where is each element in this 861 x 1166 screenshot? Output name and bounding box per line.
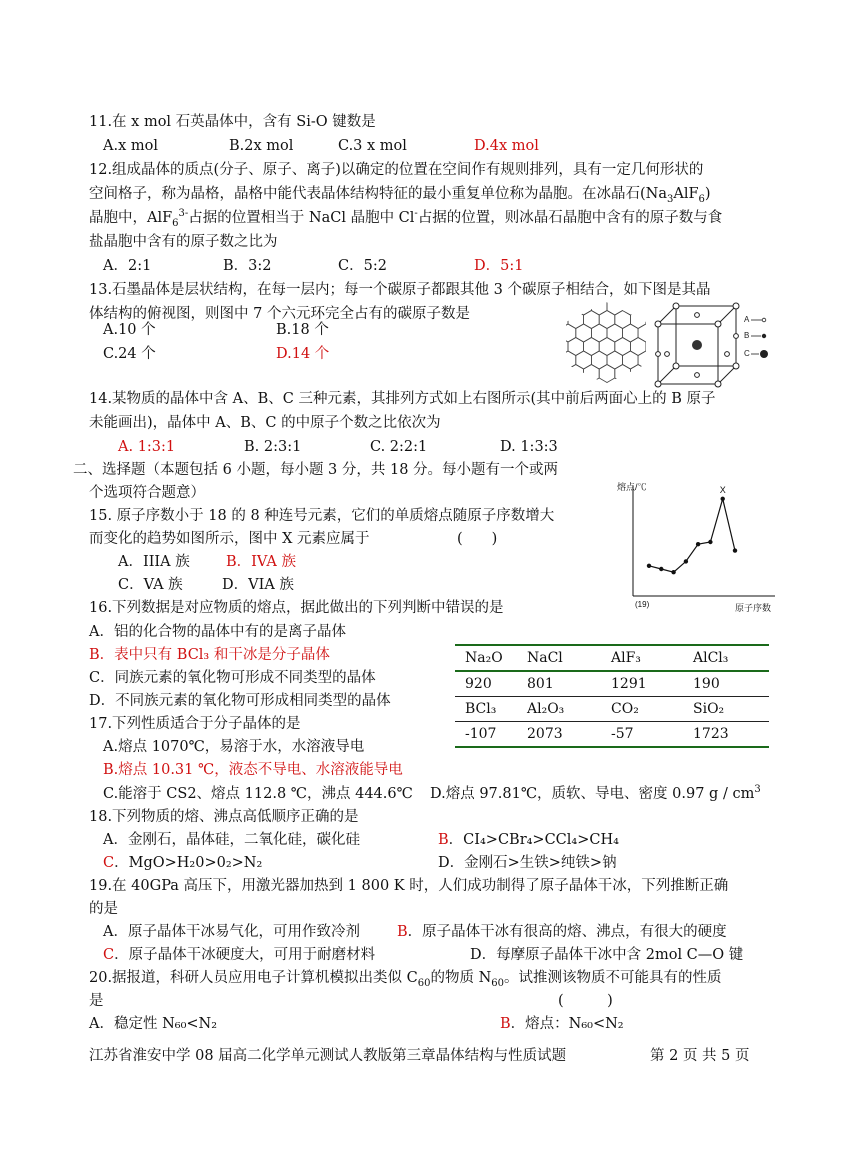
q15-option-d[interactable]: D．VIA 族 [222,577,294,593]
q20-bracket: ( ) [558,993,613,1009]
q12-line1: 12.组成晶体的质点(分子、原子、离子)以确定的位置在空间作有规则排列，具有一定几何形状的 [89,162,704,178]
q15-option-a[interactable]: A．IIIA 族 [118,554,190,570]
chart-point [659,567,663,571]
legend-c: C [744,349,750,358]
section2-line2: 个选项符合题意） [89,485,205,501]
q15-bracket: ( ) [457,531,498,547]
q13-option-c[interactable]: C.24 个 [103,346,156,362]
chart-point [647,564,651,568]
q19-option-d[interactable]: D．每摩原子晶体干冰中含 2mol C—O 键 [470,947,744,963]
q18-option-c[interactable] [103,853,262,873]
q14-option-b[interactable]: B. 2:3:1 [244,439,302,455]
q20-option-a[interactable]: A．稳定性 N₆₀<N₂ [89,1016,218,1032]
q12-line2-paren: ) [704,186,711,202]
q18-option-a[interactable]: A．金刚石，晶体硅，二氧化硅，碳化硅 [103,832,360,848]
q13-option-b[interactable]: B.18 个 [276,322,329,338]
table-cell: NaCl [517,645,601,671]
q15-option-c[interactable]: C．VA 族 [118,577,183,593]
q17-option-d[interactable] [430,784,761,804]
table-cell: 190 [683,671,769,697]
legend-a: A [744,315,750,324]
table-cell: -107 [455,722,517,748]
table-cell: AlCl₃ [683,645,769,671]
q20-line1-sub2: 60 [491,977,505,989]
q15-option-b[interactable]: B．IVA 族 [226,554,296,570]
q12-option-c[interactable]: C．5:2 [338,258,387,274]
hexagon-ring [560,338,568,356]
melting-point-table [455,644,769,748]
chart-ylabel: 熔点/℃ [617,482,647,492]
q18-option-c-text: ．MgO>H₂0>0₂>N₂ [114,855,263,871]
q19-option-b-text: ．原子晶体干冰有很高的熔、沸点，有很大的硬度 [407,924,727,940]
chart-point [684,559,688,563]
q14-option-d[interactable]: D. 1:3:3 [500,439,558,455]
q19-line2: 的是 [89,901,118,917]
table-cell: AlF₃ [601,645,683,671]
table-cell: 1723 [683,722,769,748]
q15-line1: 15. 原子序数小于 18 的 8 种连号元素，它们的单质熔点随原子序数增大 [89,508,555,524]
q12-line2-alf: AlF [673,186,699,202]
table-row [455,645,769,671]
q12-line3-b: 占据的位置相当于 NaCl 晶胞中 Cl [188,210,415,226]
chart-point [671,570,675,574]
hexagon-ring [638,324,652,342]
table-cell: SiO₂ [683,697,769,722]
crystal-cube-figure [652,300,772,392]
q13-option-a[interactable]: A.10 个 [103,322,156,338]
q13-line2: 体结构的俯视图，则图中 7 个六元环完全占有的碳原子数是 [89,306,470,322]
q16-option-d[interactable]: D．不同族元素的氧化物可形成相同类型的晶体 [89,693,391,709]
table-row [455,722,769,748]
q16-option-c[interactable]: C．同族元素的氧化物可形成不同类型的晶体 [89,670,376,686]
q12-sub3: 3 [667,193,674,205]
q19-line1: 19.在 40GPa 高压下，用激光器加热到 1 800 K 时，人们成功制得了原子晶体干冰，下列推断正确 [89,878,729,894]
table-cell: 2073 [517,722,601,748]
q11-option-b[interactable]: B.2x mol [229,138,294,154]
hexagon-ring [638,351,652,369]
q19-option-c-text: ．原子晶体干冰硬度大，可用于耐磨材料 [114,947,376,963]
q12-line2-text: 空间格子，称为晶格，晶格中能代表晶体结构特征的最小重复单位称为晶胞。在冰晶石(Na [89,186,667,202]
hexagon-ring [630,365,646,383]
q20-option-b-letter: B [500,1016,511,1032]
hexagon-ring [584,365,600,383]
legend-b: B [744,331,750,340]
q20-line1-a: 20.据报道，科研人员应用电子计算机模拟出类似 C [89,970,418,986]
q11-option-c[interactable]: C.3 x mol [338,138,407,154]
q18-option-b-letter: B [438,832,449,848]
chart-x-start-label: (19) [635,600,650,609]
hexagon-ring [568,300,584,302]
table-cell: -57 [601,722,683,748]
q13-line1: 13.石墨晶体是层状结构，在每一层内；每一个碳原子都跟其他 3 个碳原子相结合，如下图是其晶 [89,282,711,298]
chart-point [708,540,712,544]
q17-option-b[interactable]: B.熔点 10.31 ℃，液态不导电、水溶液能导电 [103,762,403,778]
chart-point [733,548,737,552]
q17-stem: 17.下列性质适合于分子晶体的是 [89,716,301,732]
q12-option-d[interactable]: D．5:1 [474,258,524,274]
q12-line3-sub6: 6 [172,217,179,229]
q19-option-b[interactable] [397,922,727,942]
q18-option-b[interactable] [438,830,619,850]
hexagon-ring [560,300,576,315]
q12-sub6: 6 [698,193,705,205]
q11-option-d[interactable]: D.4x mol [474,138,539,154]
chart-point [721,497,725,501]
q12-line3-a: 晶胞中，AlF [89,210,173,226]
q14-option-a[interactable]: A. 1:3:1 [118,439,176,455]
hexagon-ring [615,365,631,383]
q20-option-b[interactable] [500,1014,624,1034]
chart-point-label: X [719,484,726,495]
hexagon-ring [599,300,615,302]
q17-option-d-sup: 3 [754,784,761,796]
q15-line2: 而变化的趋势如图所示，图中 X 元素应属于 [89,531,370,547]
hexagon-ring [638,300,652,315]
q12-line3-sup: 3- [178,208,189,220]
q20-line1-b: 的物质 N [430,970,492,986]
q11-option-a[interactable]: A.x mol [103,138,158,154]
q19-option-c-letter: C [103,947,115,963]
q20-line1-sub: 60 [417,977,431,989]
q20-line1-c: 。试推测该物质不可能具有的性质 [504,970,722,986]
hexagon-ring [607,300,623,315]
hexagon-ring [584,300,600,302]
section2-line1: 二、选择题（本题包括 6 小题，每小题 3 分，共 18 分。每小题有一个或两 [73,462,559,478]
q18-option-d[interactable]: D．金刚石>生铁>纯铁>钠 [438,855,617,871]
q12-option-a[interactable]: A．2:1 [103,258,152,274]
table-row [455,671,769,697]
graphite-hexagon-figure [560,300,652,386]
q20-line2: 是 [89,993,104,1009]
q14-option-c[interactable]: C. 2:2:1 [370,439,428,455]
q12-line3 [89,208,722,228]
chart-point [696,542,700,546]
hexagon-ring [568,365,584,383]
hexagon-ring [560,311,568,329]
table-cell: Al₂O₃ [517,697,601,722]
q16-option-a[interactable]: A．铝的化合物的晶体中有的是离子晶体 [89,624,346,640]
table-row [455,697,769,722]
q18-option-b-text: ．CI₄>CBr₄>CCl₄>CH₄ [448,832,619,848]
chart-series-line [649,499,735,572]
q12-line4: 盐晶胞中含有的原子数之比为 [89,234,278,250]
q19-option-b-letter: B [397,924,408,940]
q19-option-a[interactable]: A．原子晶体干冰易气化，可用作致冷剂 [103,924,360,940]
q12-line3-c: 占据的位置，则冰晶石晶胞中含有的原子数与食 [417,210,723,226]
table-cell: 920 [455,671,517,697]
q14-line1: 14.某物质的晶体中含 A、B、C 三种元素，其排列方式如上右图所示(其中前后两面心上的 B 原子 [89,391,716,407]
q16-stem: 16.下列数据是对应物质的熔点，据此做出的下列判断中错误的是 [89,600,504,616]
hexagon-ring [623,300,639,315]
q11-stem: 11.在 x mol 石英晶体中，含有 Si-O 键数是 [89,114,376,130]
table-cell: Na₂O [455,645,517,671]
hexagon-ring [615,300,631,302]
melting-point-chart [617,476,787,616]
q13-option-d[interactable]: D.14 个 [276,346,330,362]
q12-line2 [89,184,711,204]
table-cell: CO₂ [601,697,683,722]
q12-line3-sup2: - [414,208,418,220]
table-cell: 1291 [601,671,683,697]
hexagon-ring [599,365,615,383]
q19-option-c[interactable] [103,945,375,965]
q16-option-b[interactable]: B．表中只有 BCl₃ 和干冰是分子晶体 [89,647,330,663]
hexagon-ring [591,300,607,315]
q17-option-c[interactable]: C.能溶于 CS2、熔点 112.8 ℃，沸点 444.6℃ [103,786,413,802]
hexagon-ring [560,365,568,383]
q20-option-b-text: ．熔点：N₆₀<N₂ [510,1016,624,1032]
q17-option-a[interactable]: A.熔点 1070℃，易溶于水，水溶液导电 [103,739,365,755]
hexagon-ring [560,300,568,302]
table-cell: 801 [517,671,601,697]
q18-stem: 18.下列物质的熔、沸点高低顺序正确的是 [89,809,359,825]
footer-page: 第 2 页 共 5 页 [650,1048,750,1064]
q20-line1 [89,968,722,988]
chart-xlabel: 原子序数 [735,603,772,613]
q17-option-d-text: D.熔点 97.81℃，质软、导电、密度 0.97 g / cm [430,786,755,802]
q18-option-c-letter: C [103,855,115,871]
table-cell: BCl₃ [455,697,517,722]
hexagon-ring [630,300,646,302]
footer-title: 江苏省淮安中学 08 届高二化学单元测试人教版第三章晶体结构与性质试题 [89,1048,567,1064]
hexagon-ring [576,300,592,315]
q14-line2: 未能画出)，晶体中 A、B、C 的中原子个数之比依次为 [89,415,441,431]
q12-option-b[interactable]: B．3:2 [223,258,272,274]
